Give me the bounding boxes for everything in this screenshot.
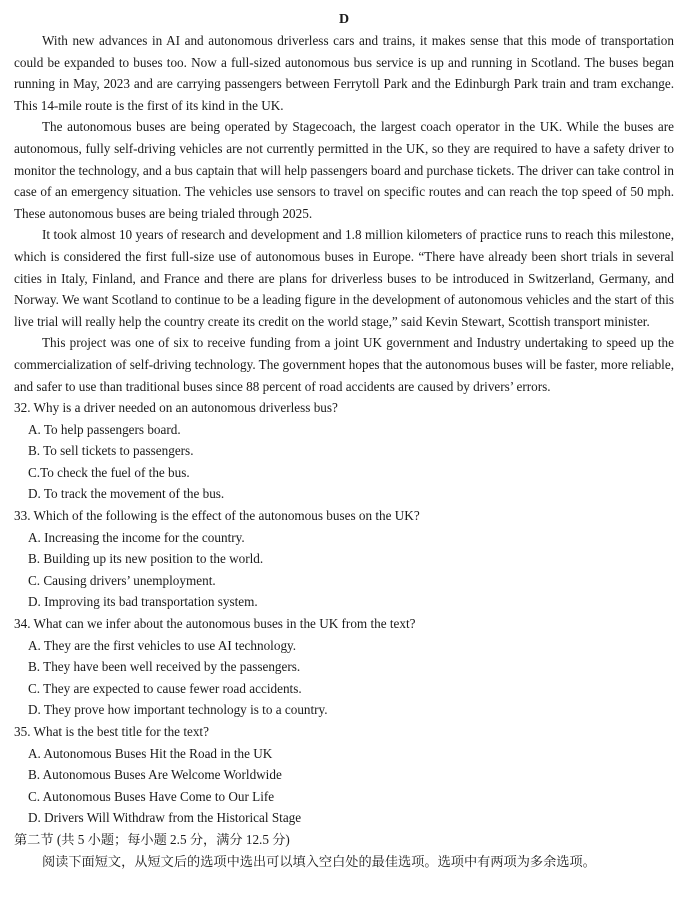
option-c: C. They are expected to cause fewer road accidents. <box>28 680 302 696</box>
option-b: B. To sell tickets to passengers. <box>28 443 194 459</box>
option-c: C. Causing drivers’ unemployment. <box>28 572 216 588</box>
question-34 <box>14 613 674 721</box>
passage-paragraph-3: It took almost 10 years of research and development and 1.8 million kilometers of practice runs to reach this milestone, which is considered the first full-size use of autonomous buses in Europe. “There have already been short trials in several cities in Italy, Finland, and France and there are plans for driverless buses to be introduced in Switzerland, Germany, and Norway. We want Scotland to continue to be a leading figure in the development of autonomous vehicles and the start of this live trial will really help the country create its credit on the world stage,” said Kevin Stewart, Scottish transport minister. <box>14 227 674 329</box>
question-stem: 34. What can we infer about the autonomous buses in the UK from the text? <box>14 616 416 632</box>
passage-paragraph-1: With new advances in AI and autonomous driverless cars and trains, it makes sense that this mode of transportation could be expanded to buses too. Now a full-sized autonomous bus service is up and running in Scotland. The buses began running in May, 2023 and are carrying passengers between Ferrytoll Park and the Edinburgh Park train and tram exchange. This 14-mile route is the first of its kind in the UK. <box>14 33 674 113</box>
option-d: D. Improving its bad transportation system. <box>28 594 258 610</box>
option-b: B. They have been well received by the passengers. <box>28 659 301 675</box>
question-32 <box>14 397 674 505</box>
question-35 <box>14 721 674 829</box>
option-b: B. Building up its new position to the world. <box>28 551 264 567</box>
option-d: D. To track the movement of the bus. <box>28 486 225 502</box>
option-a: A. To help passengers board. <box>28 421 181 437</box>
option-d: D. Drivers Will Withdraw from the Historical Stage <box>28 810 302 826</box>
option-d: D. They prove how important technology is to a country. <box>28 702 328 718</box>
question-stem: 32. Why is a driver needed on an autonomous driverless bus? <box>14 400 338 416</box>
option-c: C. Autonomous Buses Have Come to Our Life <box>28 788 275 804</box>
passage-body <box>14 30 674 397</box>
option-a: A. They are the first vehicles to use AI technology. <box>28 637 297 653</box>
passage-paragraph-2: The autonomous buses are being operated by Stagecoach, the largest coach operator in the UK. While the buses are autonomous, fully self-driving vehicles are not currently permitted in the UK, so they are required to have a safety driver to monitor the technology, and a bus captain that will help passengers board and purchase tickets. The driver can take control in case of an emergency situation. The vehicles use sensors to travel on specific routes and can reach the top speed of 50 mph. These autonomous buses are being trialed through 2025. <box>14 119 674 221</box>
question-stem: 33. Which of the following is the effect of the autonomous buses on the UK? <box>14 508 420 524</box>
passage-paragraph-4: This project was one of six to receive funding from a joint UK government and Industry undertaking to speed up the commercialization of self-driving technology. The government hopes that the autonomous buses will be faster, more reliable, and safer to use than traditional buses since 88 percent of road accidents are caused by drivers’ errors. <box>14 335 674 394</box>
question-stem: 35. What is the best title for the text? <box>14 724 209 739</box>
passage-label: D <box>338 12 350 27</box>
section-title: 第二节 (共 5 小题；每小题 2.5 分，满分 12.5 分) <box>14 831 290 847</box>
option-c: C.To check the fuel of the bus. <box>28 464 190 480</box>
question-33 <box>14 505 674 613</box>
option-a: A. Increasing the income for the country. <box>28 529 245 545</box>
option-a: A. Autonomous Buses Hit the Road in the UK <box>28 745 273 761</box>
exam-page <box>14 10 674 872</box>
section-instruction: 阅读下面短文，从短文后的选项中选出可以填入空白处的最佳选项。选项中有两项为多余选项。 <box>42 853 596 869</box>
option-b: B. Autonomous Buses Are Welcome Worldwide <box>28 767 282 783</box>
